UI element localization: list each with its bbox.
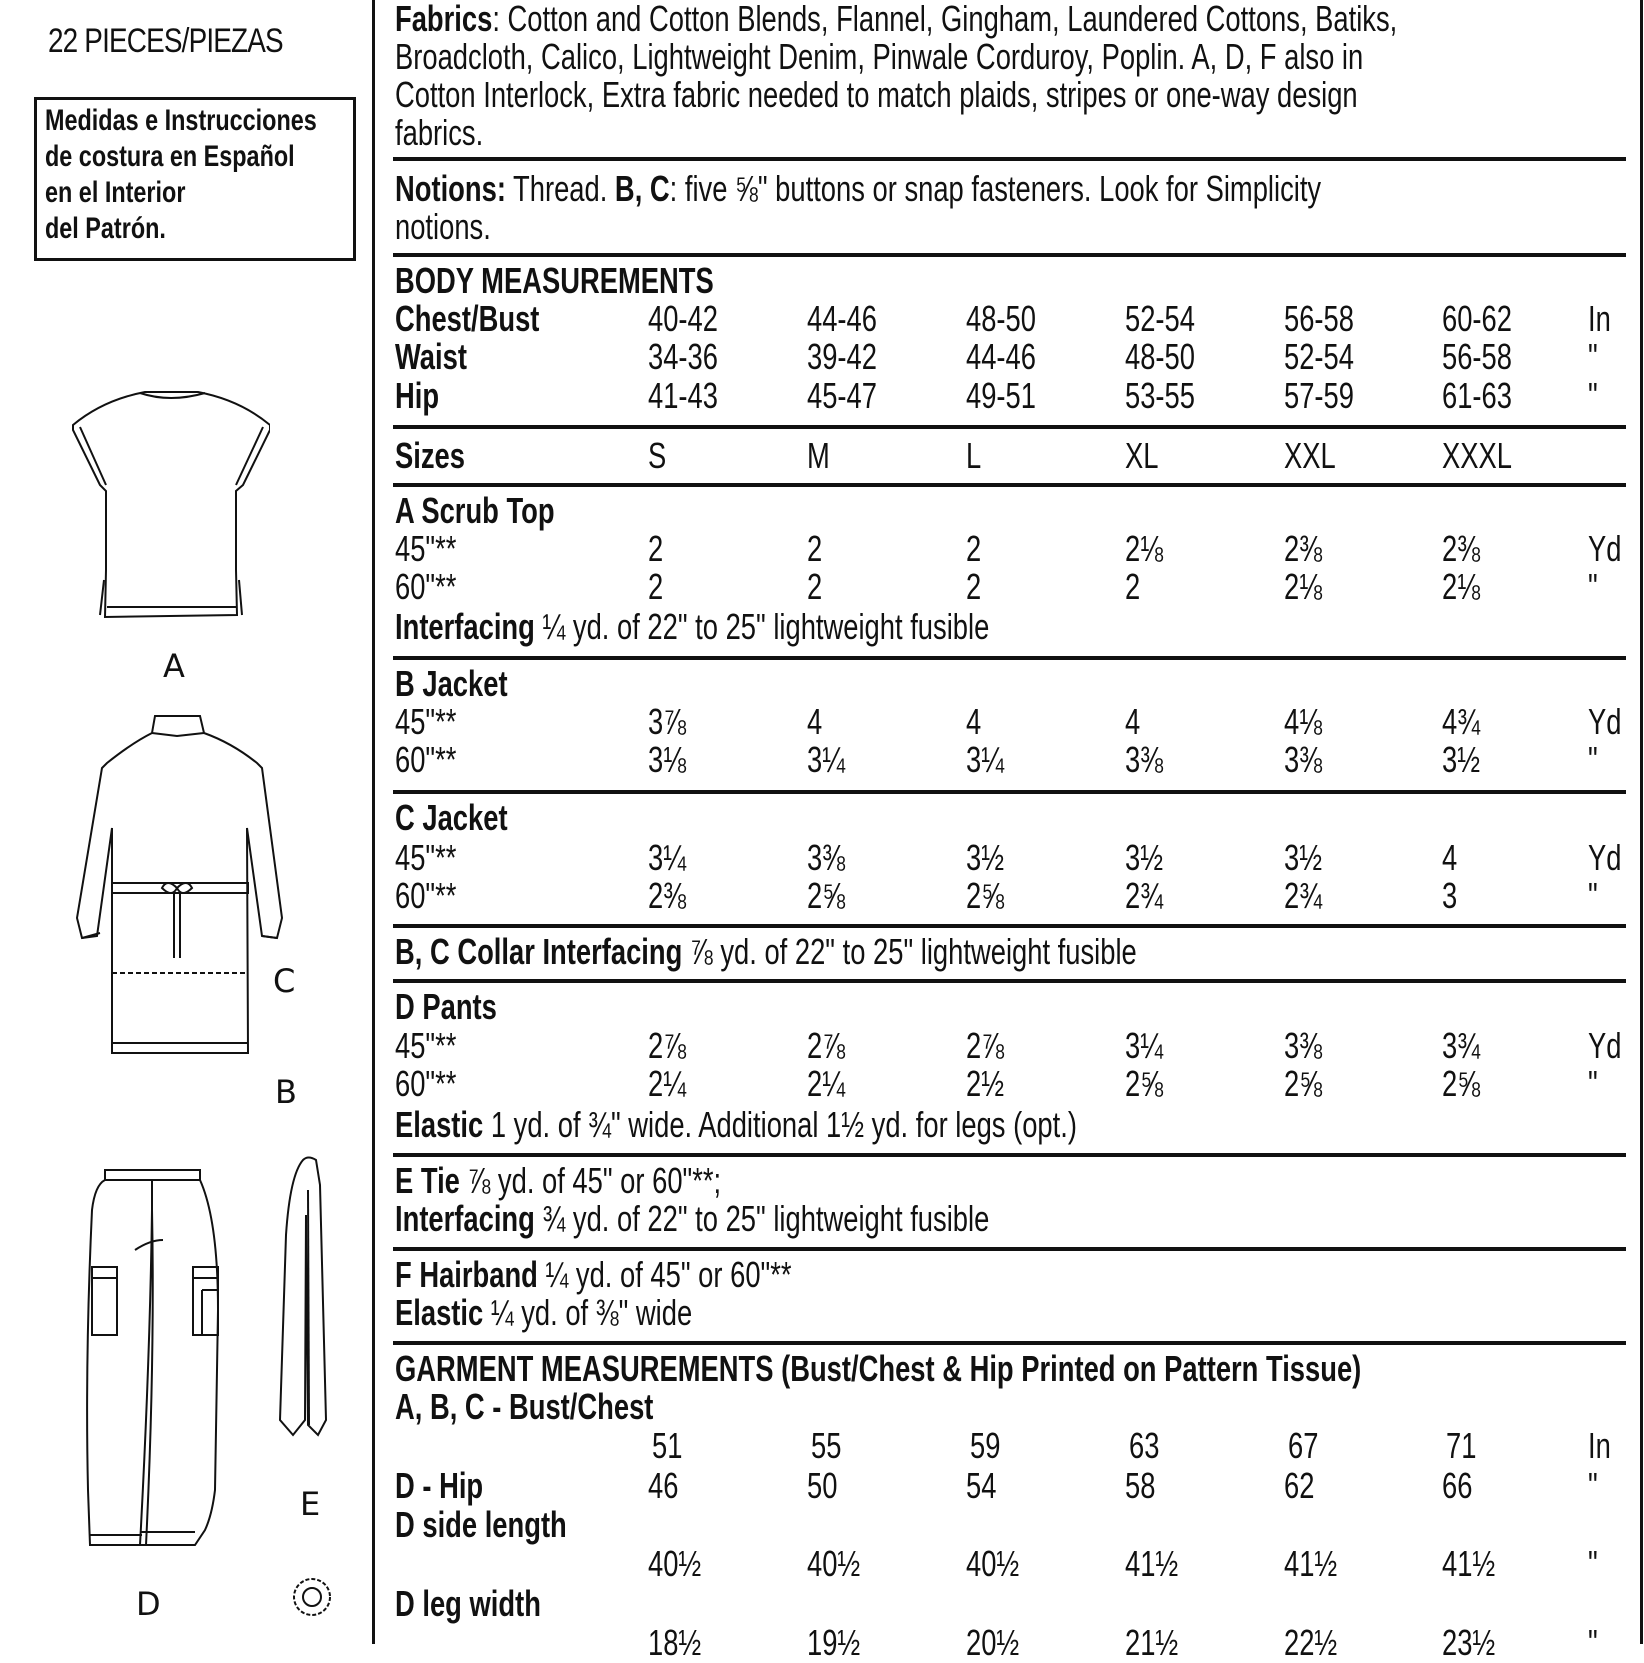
garment-row-value: 46 [648, 1465, 679, 1506]
spanish-line: Medidas e Instrucciones [45, 104, 317, 137]
yardage-row-unit: Yd [1588, 528, 1622, 569]
divider-rule [393, 656, 1626, 660]
garment-row-unit: In [1588, 1425, 1611, 1466]
divider-rule [393, 1247, 1626, 1251]
yardage-row-value: 2 [648, 528, 664, 569]
yardage-row-value: 2⅛ [1125, 528, 1164, 569]
yardage-row-value: 2¾ [1284, 875, 1323, 916]
garment-row-unit: " [1588, 1622, 1598, 1663]
yardage-row-value: 3⅜ [1284, 739, 1323, 780]
yardage-row-value: 3½ [1284, 837, 1323, 878]
garment-row-value: 63 [1129, 1425, 1160, 1466]
hip-row-value: 57-59 [1284, 375, 1354, 416]
yardage-row-value: 2⅞ [807, 1025, 846, 1066]
yardage-row-value: 2 [966, 528, 982, 569]
interfacing-note: Interfacing ¼ yd. of 22" to 25" lightweight fusible [395, 606, 990, 647]
yardage-row-unit: " [1588, 1063, 1598, 1104]
divider-rule [393, 979, 1626, 983]
yardage-row-value: 3½ [966, 837, 1005, 878]
notions-label: Notions: [395, 168, 506, 209]
chest-row-value: 48-50 [966, 298, 1036, 339]
column-divider [372, 0, 375, 1644]
body-measurements-title: BODY MEASUREMENTS [395, 260, 714, 301]
yardage-row-label: 60"** [395, 875, 457, 916]
garment-row-unit: " [1588, 1465, 1598, 1506]
hip-row-value: 49-51 [966, 375, 1036, 416]
yardage-row-value: 3¼ [966, 739, 1005, 780]
garment-row-value: 40½ [648, 1543, 702, 1584]
garment-row-value: 62 [1284, 1465, 1315, 1506]
yardage-row-value: 3⅞ [648, 701, 687, 742]
yardage-row-unit: Yd [1588, 837, 1622, 878]
garment-row-unit: " [1588, 1543, 1598, 1584]
garment-row-label: A, B, C - Bust/Chest [395, 1386, 654, 1427]
hip-row-value: 53-55 [1125, 375, 1195, 416]
jacket-drawing [52, 708, 322, 1058]
hip-row-unit: " [1588, 375, 1598, 416]
yardage-row-value: 3½ [1442, 739, 1481, 780]
yardage-row-value: 2½ [966, 1063, 1005, 1104]
garment-views-panel [0, 0, 373, 1644]
divider-rule [393, 425, 1626, 429]
yardage-row-value: 2⅝ [1284, 1063, 1323, 1104]
yardage-row-value: 2⅜ [1442, 528, 1481, 569]
yardage-row-value: 3⅜ [1125, 739, 1164, 780]
yardage-row-label: 45"** [395, 701, 457, 742]
notions-line: notions. [395, 206, 491, 247]
garment-row-value: 40½ [807, 1543, 861, 1584]
divider-rule [393, 924, 1626, 928]
garment-row-value: 41½ [1125, 1543, 1179, 1584]
scrub-top-drawing [70, 385, 270, 625]
tie-note: E Tie ⅞ yd. of 45" or 60"**; [395, 1160, 722, 1201]
waist-row-value: 34-36 [648, 336, 718, 377]
garment-row-value: 66 [1442, 1465, 1473, 1506]
yardage-row-value: 2⅜ [648, 875, 687, 916]
hairband-drawing [290, 1575, 334, 1619]
chest-row-value: 44-46 [807, 298, 877, 339]
garment-row-value: 51 [652, 1425, 683, 1466]
yardage-row-label: 60"** [395, 1063, 457, 1104]
notions-line: Notions: Thread. B, C: five ⅝" buttons or snap fasteners. Look for Simplicity [395, 168, 1322, 209]
garment-row-value: 55 [811, 1425, 842, 1466]
yardage-row-value: 3¼ [1125, 1025, 1164, 1066]
garment-row-value: 41½ [1442, 1543, 1496, 1584]
divider-rule [393, 253, 1626, 257]
view-letter-d: D [136, 1585, 161, 1623]
garment-row-value: 22½ [1284, 1622, 1338, 1663]
spanish-line: de costura en Español [45, 140, 295, 173]
view-letter-e: E [300, 1485, 321, 1523]
view-letter-a: A [163, 647, 185, 685]
yardage-row-value: 3⅜ [1284, 1025, 1323, 1066]
tie-drawing [278, 1155, 338, 1455]
section-title: B Jacket [395, 663, 508, 704]
hip-row-value: 41-43 [648, 375, 718, 416]
size-header: XL [1125, 435, 1159, 476]
yardage-row-label: 45"** [395, 1025, 457, 1066]
yardage-row-value: 2⅛ [1284, 566, 1323, 607]
yardage-row-value: 2⅜ [1284, 528, 1323, 569]
garment-row-value: 50 [807, 1465, 838, 1506]
fabrics-line: fabrics. [395, 112, 484, 153]
yardage-row-unit: Yd [1588, 1025, 1622, 1066]
yardage-row-value: 4⅛ [1284, 701, 1323, 742]
yardage-row-value: 3¾ [1442, 1025, 1481, 1066]
piece-count: 22 PIECES/PIEZAS [48, 22, 283, 60]
garment-row-value: 54 [966, 1465, 997, 1506]
view-letter-b: B [275, 1073, 297, 1111]
waist-row-value: 48-50 [1125, 336, 1195, 377]
yardage-row-value: 3¼ [807, 739, 846, 780]
fabrics-line: Cotton Interlock, Extra fabric needed to match plaids, stripes or one-way design [395, 74, 1358, 115]
garment-row-value: 21½ [1125, 1622, 1179, 1663]
garment-row-value: 19½ [807, 1622, 861, 1663]
divider-rule [393, 483, 1626, 487]
waist-row-value: 56-58 [1442, 336, 1512, 377]
yardage-row-value: 2¾ [1125, 875, 1164, 916]
spanish-instructions-box [34, 97, 356, 261]
hairband-elastic-note: Elastic ¼ yd. of ⅜" wide [395, 1292, 693, 1333]
waist-row-value: 39-42 [807, 336, 877, 377]
divider-rule [393, 1153, 1626, 1157]
garment-row-label: D - Hip [395, 1465, 484, 1506]
pants-drawing [80, 1160, 230, 1560]
spanish-line: en el Interior [45, 176, 186, 209]
yardage-row-value: 4 [1125, 701, 1141, 742]
right-border [1640, 0, 1643, 1644]
waist-row-label: Waist [395, 336, 467, 377]
size-header: XXL [1284, 435, 1336, 476]
chest-row-value: 60-62 [1442, 298, 1512, 339]
garment-row-value: 23½ [1442, 1622, 1496, 1663]
yardage-row-value: 2 [966, 566, 982, 607]
garment-row-value: 20½ [966, 1622, 1020, 1663]
size-header: XXXL [1442, 435, 1512, 476]
yardage-row-label: 45"** [395, 528, 457, 569]
garment-row-value: 41½ [1284, 1543, 1338, 1584]
yardage-row-value: 2⅞ [966, 1025, 1005, 1066]
hip-row-label: Hip [395, 375, 440, 416]
yardage-row-value: 2⅞ [648, 1025, 687, 1066]
sizes-label: Sizes [395, 435, 465, 476]
yardage-row-value: 2⅝ [1442, 1063, 1481, 1104]
garment-row-value: 67 [1288, 1425, 1319, 1466]
hip-row-value: 45-47 [807, 375, 877, 416]
chest-row-label: Chest/Bust [395, 298, 540, 339]
waist-row-value: 52-54 [1284, 336, 1354, 377]
garment-row-value: 58 [1125, 1465, 1156, 1506]
yardage-row-value: 2⅝ [966, 875, 1005, 916]
yardage-row-value: 4 [807, 701, 823, 742]
view-letter-c: C [273, 962, 296, 1000]
yardage-row-value: 2¼ [648, 1063, 687, 1104]
section-title: D Pants [395, 986, 497, 1027]
yardage-row-value: 4 [1442, 837, 1458, 878]
chest-row-value: 56-58 [1284, 298, 1354, 339]
divider-rule [393, 157, 1626, 161]
yardage-row-value: 3⅜ [807, 837, 846, 878]
garment-row-value: 18½ [648, 1622, 702, 1663]
tie-interfacing-note: Interfacing ¾ yd. of 22" to 25" lightweight fusible [395, 1198, 990, 1239]
hairband-note: F Hairband ¼ yd. of 45" or 60"** [395, 1254, 792, 1295]
fabrics-line: Broadcloth, Calico, Lightweight Denim, Pinwale Corduroy, Poplin. A, D, F also in [395, 36, 1364, 77]
yardage-row-unit: " [1588, 739, 1598, 780]
yardage-row-value: 2 [1125, 566, 1141, 607]
yardage-row-value: 2 [807, 566, 823, 607]
waist-row-unit: " [1588, 336, 1598, 377]
yardage-row-unit: " [1588, 875, 1598, 916]
garment-row-label: D leg width [395, 1583, 541, 1624]
chest-row-unit: In [1588, 298, 1611, 339]
collar-interfacing-note: B, C Collar Interfacing ⅞ yd. of 22" to 25" lightweight fusible [395, 931, 1137, 972]
yardage-row-unit: " [1588, 566, 1598, 607]
garment-row-value: 71 [1446, 1425, 1477, 1466]
garment-row-value: 40½ [966, 1543, 1020, 1584]
section-title: A Scrub Top [395, 490, 555, 531]
section-title: C Jacket [395, 797, 508, 838]
yardage-row-label: 60"** [395, 566, 457, 607]
chest-row-value: 40-42 [648, 298, 718, 339]
yardage-row-value: 4 [966, 701, 982, 742]
yardage-row-value: 2¼ [807, 1063, 846, 1104]
yardage-row-value: 3¼ [648, 837, 687, 878]
fabrics-label: Fabrics [395, 0, 493, 39]
size-header: M [807, 435, 830, 476]
chest-row-value: 52-54 [1125, 298, 1195, 339]
waist-row-value: 44-46 [966, 336, 1036, 377]
yardage-row-value: 2⅝ [807, 875, 846, 916]
elastic-note: Elastic 1 yd. of ¾" wide. Additional 1½ yd. for legs (opt.) [395, 1104, 1077, 1145]
yardage-row-value: 3⅛ [648, 739, 687, 780]
yardage-row-value: 3 [1442, 875, 1458, 916]
size-header: L [966, 435, 982, 476]
yardage-row-value: 2⅛ [1442, 566, 1481, 607]
yardage-row-value: 4¾ [1442, 701, 1481, 742]
yardage-row-label: 45"** [395, 837, 457, 878]
garment-row-label: D side length [395, 1504, 567, 1545]
yardage-row-value: 3½ [1125, 837, 1164, 878]
garment-measurements-title: GARMENT MEASUREMENTS (Bust/Chest & Hip Printed on Pattern Tissue) [395, 1348, 1362, 1389]
yardage-row-unit: Yd [1588, 701, 1622, 742]
yardage-row-value: 2⅝ [1125, 1063, 1164, 1104]
yardage-row-label: 60"** [395, 739, 457, 780]
divider-rule [393, 1341, 1626, 1345]
yardage-row-value: 2 [807, 528, 823, 569]
size-header: S [648, 435, 667, 476]
fabrics-line: Fabrics: Cotton and Cotton Blends, Flannel, Gingham, Laundered Cottons, Batiks, [395, 0, 1398, 39]
spanish-line: del Patrón. [45, 212, 166, 245]
hip-row-value: 61-63 [1442, 375, 1512, 416]
yardage-row-value: 2 [648, 566, 664, 607]
garment-row-value: 59 [970, 1425, 1001, 1466]
divider-rule [393, 790, 1626, 794]
